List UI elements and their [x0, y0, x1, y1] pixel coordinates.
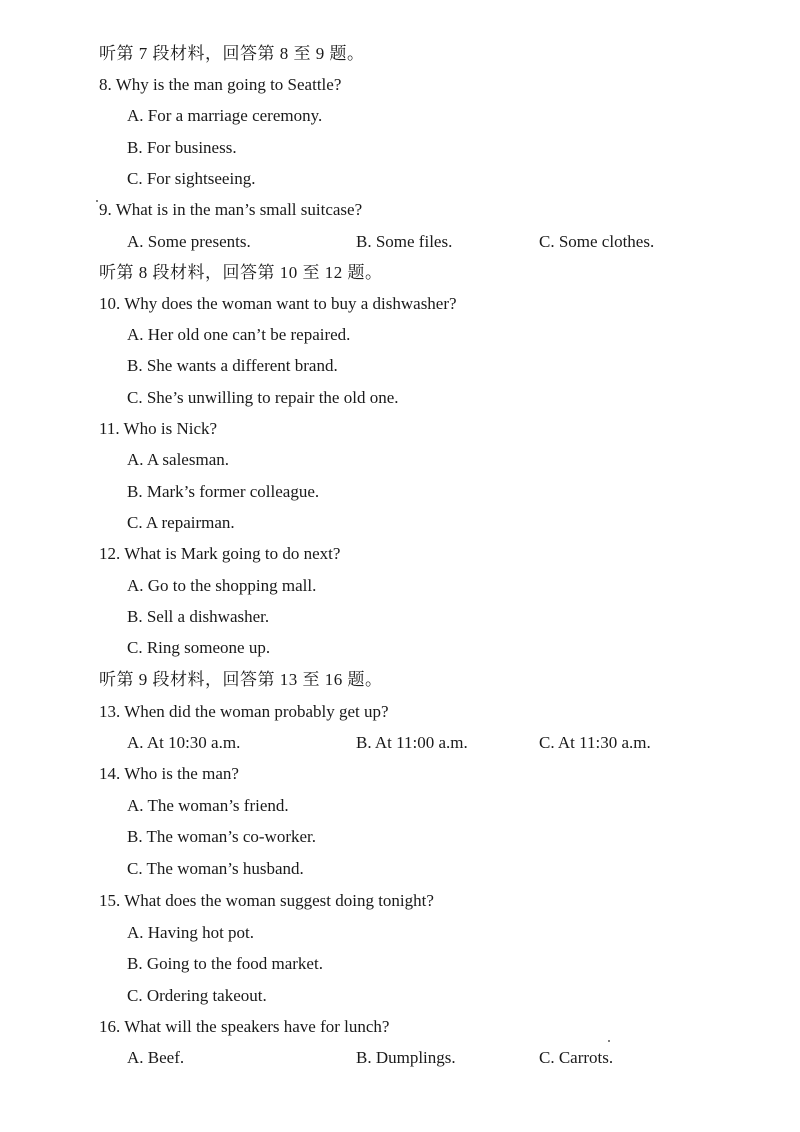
question-14-stem: 14. Who is the man?	[99, 764, 239, 783]
section-heading-7: 听第 7 段材料，回答第 8 至 9 题。	[99, 44, 365, 63]
question-13-option-a: A. At 10:30 a.m.	[127, 733, 241, 752]
question-13-stem: 13. When did the woman probably get up?	[99, 702, 389, 721]
question-14-option-a	[0, 790, 800, 821]
question-14-option-b	[0, 821, 800, 852]
question-16-options	[0, 1042, 800, 1073]
question-10-option-a	[0, 319, 800, 350]
question-16-stem: 16. What will the speakers have for lunch?	[99, 1017, 390, 1036]
question-8-option-a	[0, 100, 800, 131]
question-10-option-b	[0, 350, 800, 381]
question-13-option-b: B. At 11:00 a.m.	[356, 733, 468, 752]
question-16-option-c: C. Carrots.	[539, 1048, 614, 1067]
question-8-option-c	[0, 163, 800, 194]
option-text: B. She wants a different brand.	[127, 356, 338, 375]
option-text: B. Mark’s former colleague.	[127, 482, 320, 501]
question-9-options	[0, 226, 800, 257]
option-text: A. Her old one can’t be repaired.	[127, 325, 351, 344]
question-11-option-a	[0, 444, 800, 475]
scan-speck	[96, 200, 98, 202]
question-12-stem: 12. What is Mark going to do next?	[99, 544, 341, 563]
question-9-option-a: A. Some presents.	[127, 232, 251, 251]
option-text: A. Go to the shopping mall.	[127, 576, 317, 595]
option-text: A. For a marriage ceremony.	[127, 106, 323, 125]
question-15-option-c	[0, 980, 800, 1011]
question-11-stem: 11. Who is Nick?	[99, 419, 218, 438]
question-14-option-c	[0, 853, 800, 884]
question-15-option-b	[0, 948, 800, 979]
question-13-option-c: C. At 11:30 a.m.	[539, 733, 651, 752]
option-text: C. A repairman.	[127, 513, 235, 532]
option-text: A. Having hot pot.	[127, 923, 255, 942]
option-text: B. Sell a dishwasher.	[127, 607, 270, 626]
option-text: C. She’s unwilling to repair the old one.	[127, 388, 399, 407]
question-11-option-b	[0, 476, 800, 507]
option-text: B. For business.	[127, 138, 237, 157]
scan-speck	[608, 1040, 610, 1042]
question-10-stem: 10. Why does the woman want to buy a dishwasher?	[99, 294, 457, 313]
option-text: B. Going to the food market.	[127, 954, 323, 973]
question-15-stem: 15. What does the woman suggest doing tonight?	[99, 891, 434, 910]
question-8-option-b	[0, 132, 800, 163]
question-15-option-a	[0, 917, 800, 948]
question-9-stem: 9. What is in the man’s small suitcase?	[99, 200, 363, 219]
option-text: B. The woman’s co-worker.	[127, 827, 317, 846]
question-13-options	[0, 727, 800, 758]
option-text: A. A salesman.	[127, 450, 229, 469]
question-10-option-c	[0, 382, 800, 413]
question-16-option-a: A. Beef.	[127, 1048, 185, 1067]
question-12-option-b	[0, 601, 800, 632]
option-text: C. Ring someone up.	[127, 638, 271, 657]
option-text: A. The woman’s friend.	[127, 796, 289, 815]
question-12-option-a	[0, 570, 800, 601]
option-text: C. For sightseeing.	[127, 169, 256, 188]
option-text: C. The woman’s husband.	[127, 859, 304, 878]
question-16-option-b: B. Dumplings.	[356, 1048, 456, 1067]
question-12-option-c	[0, 632, 800, 663]
section-heading-9: 听第 9 段材料，回答第 13 至 16 题。	[99, 670, 383, 689]
question-11-option-c	[0, 507, 800, 538]
section-heading-8: 听第 8 段材料，回答第 10 至 12 题。	[99, 263, 383, 282]
question-9-option-c: C. Some clothes.	[539, 232, 655, 251]
question-9-option-b: B. Some files.	[356, 232, 453, 251]
option-text: C. Ordering takeout.	[127, 986, 267, 1005]
question-8-stem: 8. Why is the man going to Seattle?	[99, 75, 342, 94]
